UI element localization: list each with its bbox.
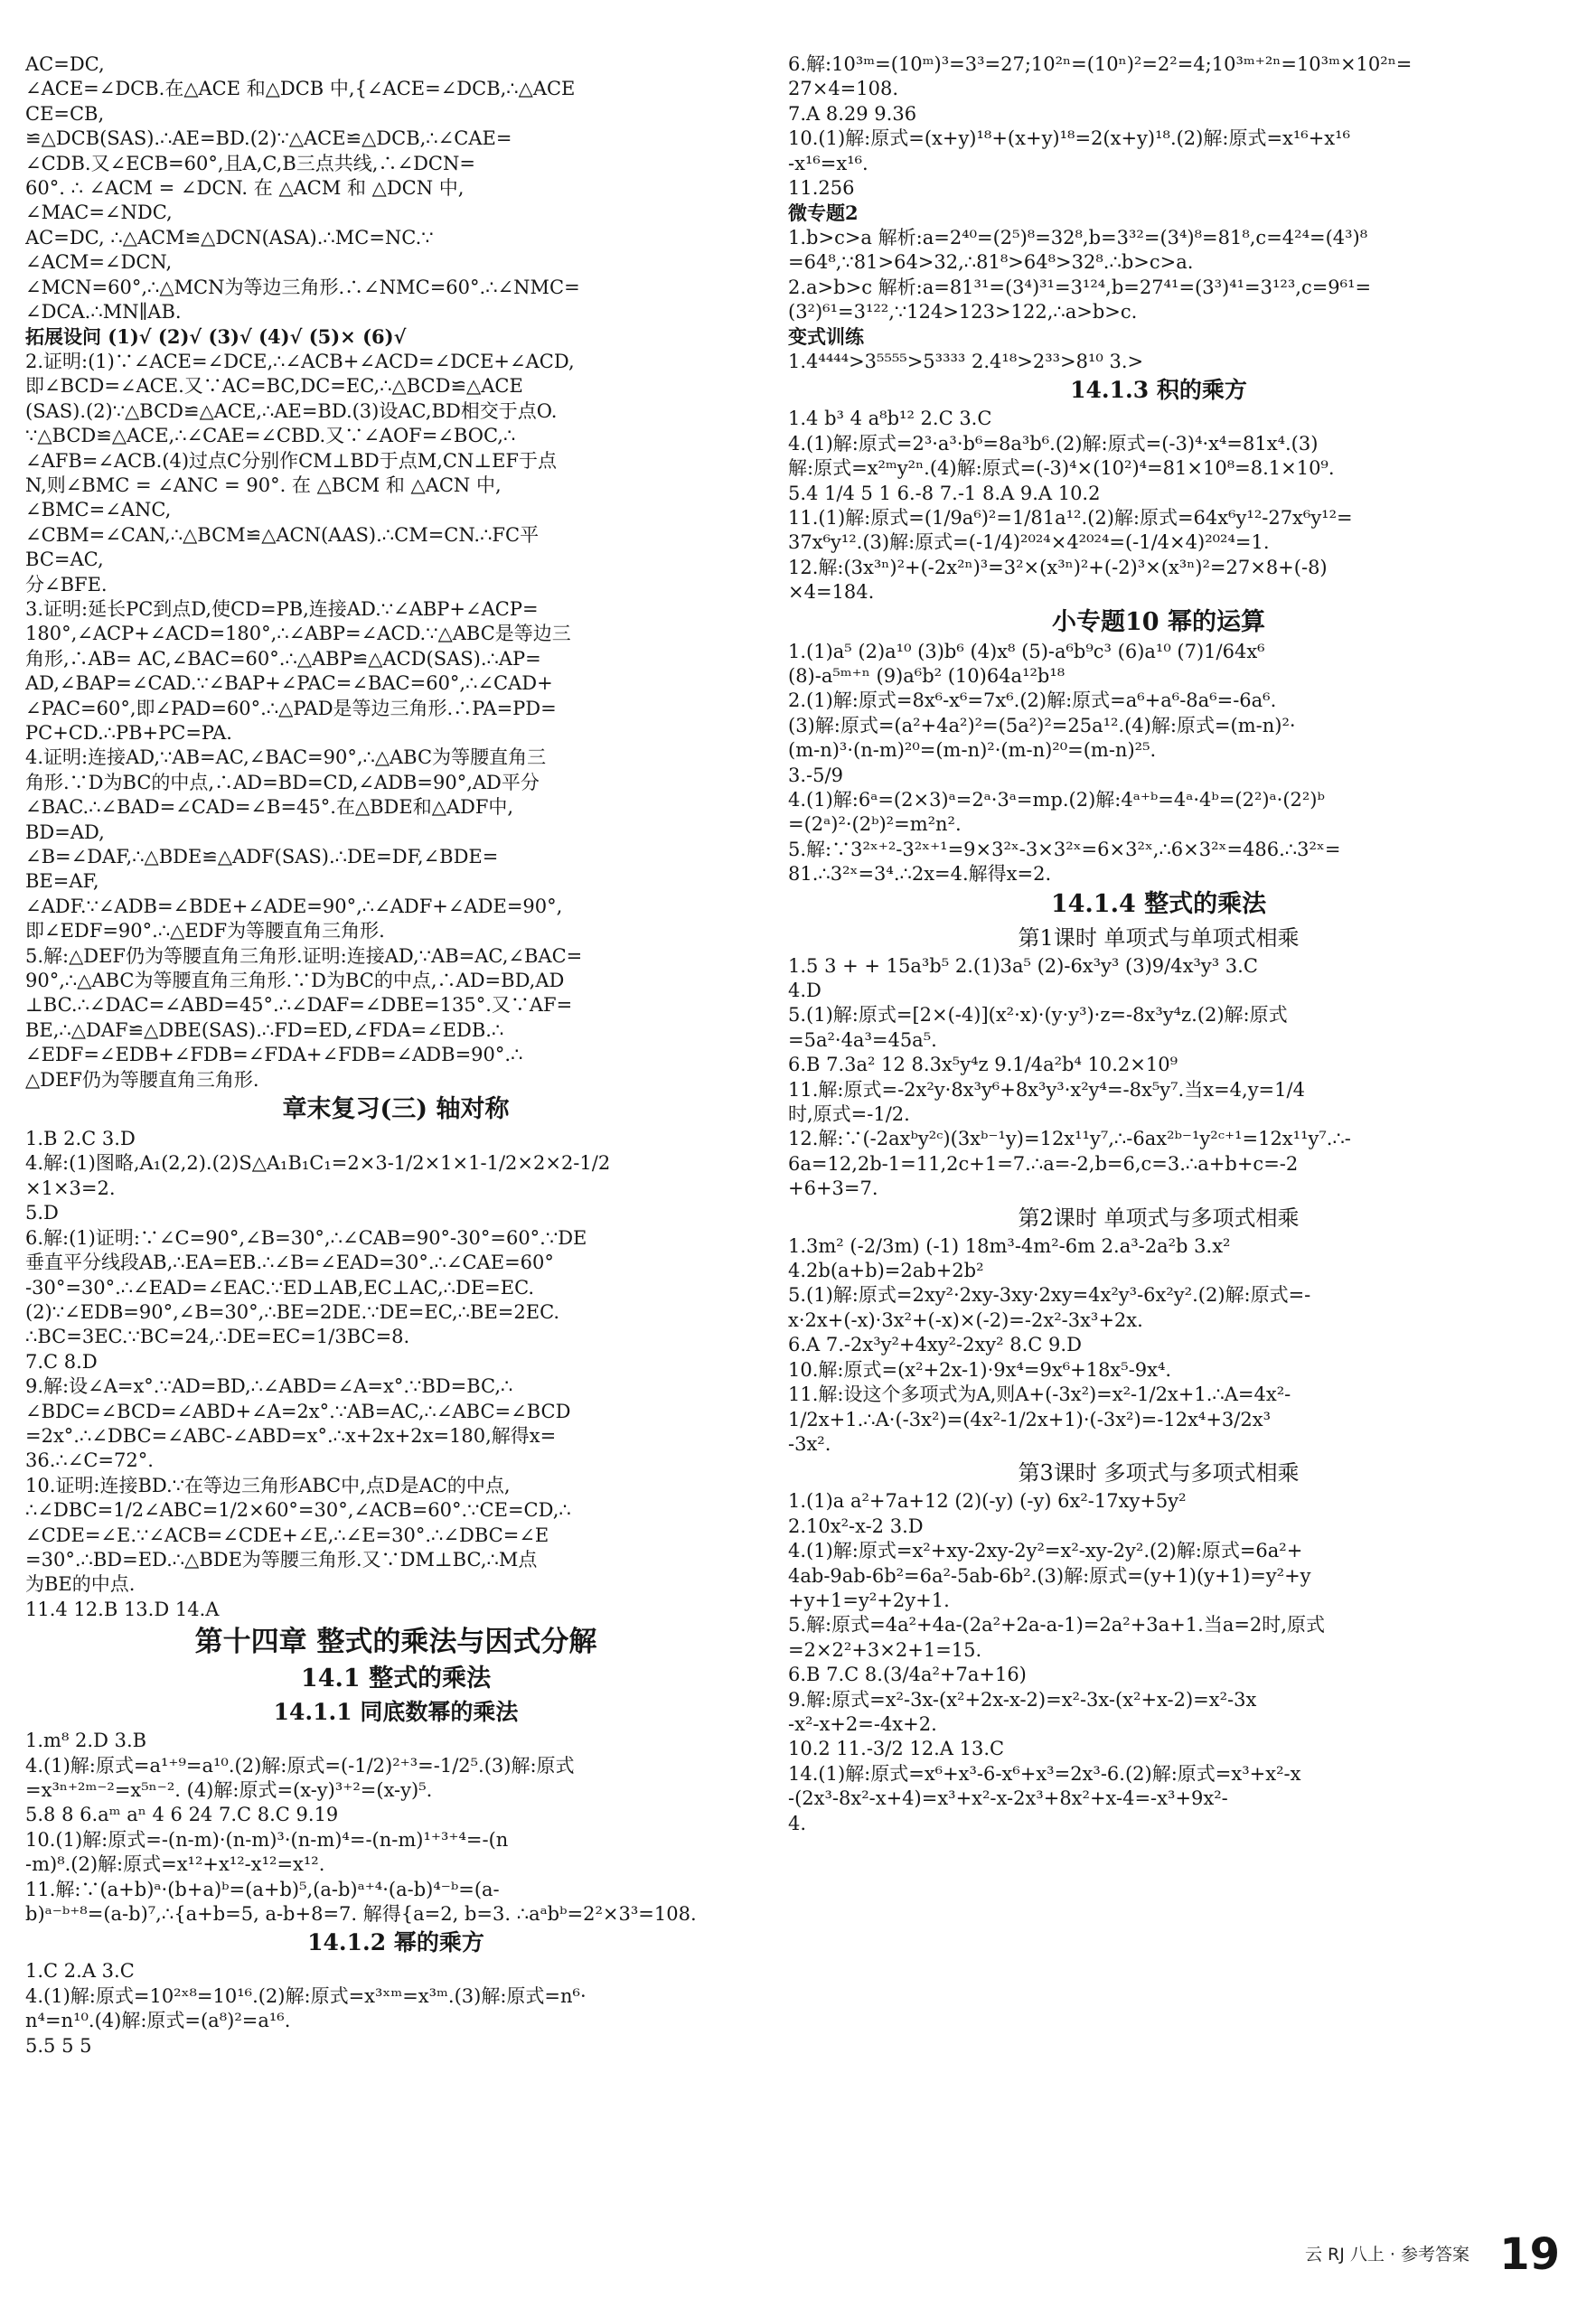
right-column [788, 52, 1529, 1836]
answer-line: 81.∴3²ˣ=3⁴.∴2x=4.解得x=2. [788, 863, 1052, 886]
answer-line: ×1×3=2. [25, 1177, 116, 1199]
page-number: 19 [1499, 2229, 1560, 2280]
answer-line: 6.B 7.C 8.(3/4a²+7a+16) [788, 1664, 1027, 1686]
answer-line: 1.B 2.C 3.D [25, 1128, 136, 1150]
answer-line: 7.A 8.29 9.36 [788, 102, 917, 125]
answer-line: 11.解:设这个多项式为A,则A+(-3x²)=x²-1/2x+1.∴A=4x²- [788, 1383, 1291, 1406]
answer-line: 6.A 7.-2x³y²+4xy²-2xy² 8.C 9.D [788, 1334, 1082, 1356]
footer-label: 云 RJ 八上 · 参考答案 [1304, 2245, 1469, 2265]
answer-line: 4.(1)解:原式=10²ˣ⁸=10¹⁶.(2)解:原式=x³ˣᵐ=x³ᵐ.(3)解:原式=n⁶· [25, 1984, 587, 2007]
answer-line: 为BE的中点. [25, 1573, 136, 1596]
answer-line: =30°.∴BD=ED.∴△BDE为等腰三角形.又∵DM⊥BC,∴M点 [25, 1548, 538, 1571]
answer-line: BE,∴△DAF≌△DBE(SAS).∴FD=ED,∠FDA=∠EDB.∴ [25, 1018, 504, 1041]
answer-line: 5.(1)解:原式=2xy²·2xy-3xy·2xy=4x²y³-6x²y².(2)解:原式=- [788, 1284, 1311, 1307]
answer-line: (m-n)³·(n-m)²⁰=(m-n)²·(m-n)²⁰=(m-n)²⁵. [788, 739, 1157, 762]
answer-line: 10.(1)解:原式=-(n-m)·(n-m)³·(n-m)⁴=-(n-m)¹⁺³⁺⁴=-(n [25, 1828, 509, 1851]
answer-line: 1.b>c>a 解析:a=2⁴⁰=(2⁵)⁸=32⁸,b=3³²=(3⁴)⁸=81⁸,c=4²⁴=(4³)⁸ [788, 226, 1368, 249]
answer-line: 180°,∠ACP+∠ACD=180°,∴∠ABP=∠ACD.∵△ABC是等边三 [25, 623, 571, 645]
answer-line: n⁴=n¹⁰.(4)解:原式=(a⁸)²=a¹⁶. [25, 2010, 291, 2032]
answer-line: 4.证明:连接AD,∵AB=AC,∠BAC=90°,∴△ABC为等腰直角三 [25, 746, 547, 769]
answer-line: 12.解:∵(-2axᵇy²ᶜ)(3xᵇ⁻¹y)=12x¹¹y⁷,∴-6ax²ᵇ⁻¹y²ᶜ⁺¹=12x¹¹y⁷.∴- [788, 1128, 1351, 1150]
answer-line: =(2ᵃ)²·(2ᵇ)²=m²n². [788, 813, 962, 836]
answer-line: (3)解:原式=(a²+4a²)²=(5a²)²=25a¹².(4)解:原式=(m-n)²· [788, 714, 1296, 736]
answer-line: 4.(1)解:6ᵃ=(2×3)ᵃ=2ᵃ·3ᵃ=mp.(2)解:4ᵃ⁺ᵇ=4ᵃ·4ᵇ=(2²)ᵃ·(2²)ᵇ [788, 788, 1325, 811]
answer-line: 27×4=108. [788, 78, 899, 100]
answer-line: 11.解:原式=-2x²y·8x³y⁶+8x³y³·x²y⁴=-8x⁵y⁷.当x=4,y=1/4 [788, 1078, 1305, 1101]
answer-line: =64⁸,∵81>64>32,∴81⁸>64⁸>32⁸.∴b>c>a. [788, 251, 1194, 274]
answer-line: 5.解:原式=4a²+4a-(2a²+2a-a-1)=2a²+3a+1.当a=2时,原式 [788, 1614, 1325, 1636]
answer-line: 分∠BFE. [25, 573, 108, 596]
answer-line: ∠AFB=∠ACB.(4)过点C分别作CM⊥BD于点M,CN⊥EF于点 [25, 449, 557, 472]
answer-line: 5.解:∵3²ˣ⁺²-3²ˣ⁺¹=9×3²ˣ-3×3²ˣ=6×3²ˣ,∴6×3²ˣ=486.∴3²ˣ= [788, 838, 1341, 860]
answer-line: 角形,∴AB= AC,∠BAC=60°.∴△ABP≌△ACD(SAS).∴AP= [25, 647, 541, 670]
answer-line: 10.2 11.-3/2 12.A 13.C [788, 1738, 1005, 1760]
answer-line: -x²-x+2=-4x+2. [788, 1712, 937, 1735]
answer-line: (SAS).(2)∵△BCD≌△ACE,∴AE=BD.(3)设AC,BD相交于点O. [25, 399, 558, 422]
answer-line: ⊥BC.∴∠DAC=∠ABD=45°.∴∠DAF=∠DBE=135°.又∵AF= [25, 994, 573, 1017]
answer-line: =x³ⁿ⁺²ᵐ⁻²=x⁵ⁿ⁻². (4)解:原式=(x-y)³⁺²=(x-y)⁵. [25, 1779, 433, 1801]
answer-line: ∴∠DBC=1/2∠ABC=1/2×60°=30°,∠ACB=60°.∵CE=CD,∴ [25, 1499, 571, 1522]
answer-line: 11.(1)解:原式=(1/9a⁶)²=1/81a¹².(2)解:原式=64x⁶y¹²-27x⁶y¹²= [788, 506, 1353, 529]
answer-line: 7.C 8.D [25, 1350, 98, 1373]
section-heading: 14.1 整式的乘法 [300, 1665, 492, 1693]
answer-line: ≌△DCB(SAS).∴AE=BD.(2)∵△ACE≌△DCB,∴∠CAE= [25, 127, 512, 150]
answer-line: 11.4 12.B 13.D 14.A [25, 1598, 220, 1620]
subsection-heading: 14.1.3 积的乘方 [1070, 377, 1247, 404]
answer-line: 9.解:原式=x²-3x-(x²+2x-x-2)=x²-3x-(x²+x-2)=x²-3x [788, 1688, 1257, 1711]
answer-line: △DEF仍为等腰直角三角形. [25, 1068, 259, 1091]
answer-line: 垂直平分线段AB,∴EA=EB.∴∠B=∠EAD=30°.∴∠CAE=60° [25, 1252, 554, 1274]
answer-line: (8)-a⁵ᵐ⁺ⁿ (9)a⁶b² (10)64a¹²b¹⁸ [788, 664, 1066, 687]
answer-line: 14.(1)解:原式=x⁶+x³-6-x⁶+x³=2x³-6.(2)解:原式=x³+x²-x [788, 1762, 1301, 1785]
answer-line: 10.(1)解:原式=(x+y)¹⁸+(x+y)¹⁸=2(x+y)¹⁸.(2)解:原式=x¹⁶+x¹⁶ [788, 127, 1350, 150]
subsection-heading: 14.1.1 同底数幂的乘法 [273, 1699, 519, 1726]
subsection-heading: 14.1.2 幂的乘方 [307, 1929, 484, 1956]
answer-line: ∠ACM=∠DCN, [25, 251, 173, 274]
answer-line: 2.(1)解:原式=8x⁶-x⁶=7x⁶.(2)解:原式=a⁶+a⁶-8a⁶=-6a⁶. [788, 689, 1277, 712]
answer-line: 60°. ∴ ∠ACM = ∠DCN. 在 △ACM 和 △DCN 中, [25, 177, 465, 200]
answer-line: 4.(1)解:原式=x²+xy-2xy-2y²=x²-xy-2y².(2)解:原式=6a²+ [788, 1540, 1303, 1562]
answer-line: 6a=12,2b-1=11,2c+1=7.∴a=-2,b=6,c=3.∴a+b+c=-2 [788, 1152, 1299, 1175]
sub-heading: 拓展设问 (1)√ (2)√ (3)√ (4)√ (5)× (6)√ [25, 325, 407, 349]
answer-line: (2)∵∠EDB=90°,∠B=30°,∴BE=2DE.∵DE=EC,∴BE=2EC. [25, 1300, 560, 1323]
answer-line: 10.解:原式=(x²+2x-1)·9x⁴=9x⁶+18x⁵-9x⁴. [788, 1358, 1172, 1381]
answer-line: 10.证明:连接BD.∵在等边三角形ABC中,点D是AC的中点, [25, 1474, 511, 1496]
answer-line: 11.256 [788, 177, 855, 200]
answer-line: b)ᵃ⁻ᵇ⁺⁸=(a-b)⁷,∴{a+b=5, a-b+8=7. 解得{a=2, b=3. ∴aᵃbᵇ=2²×3³=108. [25, 1903, 697, 1926]
answer-line: ∠ACE=∠DCB.在△ACE 和△DCB 中,{∠ACE=∠DCB,∴△ACE [25, 78, 576, 100]
answer-line: 4.(1)解:原式=2³·a³·b⁶=8a³b⁶.(2)解:原式=(-3)⁴·x⁴=81x⁴.(3) [788, 432, 1319, 455]
answer-line: 3.证明:延长PC到点D,使CD=PB,连接AD.∵∠ABP+∠ACP= [25, 597, 539, 620]
answer-line: 1.(1)a⁵ (2)a¹⁰ (3)b⁶ (4)x⁸ (5)-a⁶b⁹c³ (6)a¹⁰ (7)1/64x⁶ [788, 640, 1265, 662]
answer-line: 36.∴∠C=72°. [25, 1449, 154, 1472]
section-heading: 14.1.4 整式的乘法 [1050, 889, 1267, 918]
answer-line: ∴BC=3EC.∵BC=24,∴DE=EC=1/3BC=8. [25, 1326, 410, 1348]
answer-line: 4. [788, 1812, 807, 1834]
answer-line: AC=DC, [25, 53, 105, 75]
answer-line: 5.5 5 5 [25, 2034, 92, 2057]
answer-line: 4.(1)解:原式=a¹⁺⁹=a¹⁰.(2)解:原式=(-1/2)²⁺³=-1/2⁵.(3)解:原式 [25, 1754, 575, 1777]
answer-line: ∠DCA.∴MN∥AB. [25, 301, 182, 324]
answer-line: -x¹⁶=x¹⁶. [788, 152, 868, 174]
answer-line: 12.解:(3x³ⁿ)²+(-2x²ⁿ)³=3²×(x³ⁿ)²+(-2)³×(x³ⁿ)²=27×8+(-8) [788, 556, 1328, 578]
answer-line: CE=CB, [25, 102, 105, 125]
answer-line: 6.B 7.3a² 12 8.3x⁵y⁴z 9.1/4a²b⁴ 10.2×10⁹ [788, 1054, 1178, 1076]
answer-line: 90°,∴△ABC为等腰直角三角形.∵D为BC的中点,∴AD=BD,AD [25, 970, 565, 992]
answer-line: (3²)⁶¹=3¹²²,∵124>123>122,∴a>b>c. [788, 301, 1138, 324]
answer-line: ∠CDE=∠E.∵∠ACB=∠CDE+∠E,∴∠E=30°.∴∠DBC=∠E [25, 1524, 549, 1546]
answer-line: 5.4 1/4 5 1 6.-8 7.-1 8.A 9.A 10.2 [788, 482, 1101, 504]
answer-line: ∠BMC=∠ANC, [25, 499, 172, 521]
answer-line: ∠BDC=∠BCD=∠ABD+∠A=2x°.∵AB=AC,∴∠ABC=∠BCD [25, 1400, 571, 1422]
answer-line: 1.3m² (-2/3m) (-1) 18m³-4m²-6m 2.a³-2a²b 3.x² [788, 1234, 1231, 1257]
answer-line: 4.2b(a+b)=2ab+2b² [788, 1260, 984, 1282]
answer-line: PC+CD.∴PB+PC=PA. [25, 721, 232, 744]
answer-line: AD,∠BAP=∠CAD.∵∠BAP+∠PAC=∠BAC=60°,∴∠CAD+ [25, 672, 553, 695]
answer-line: BC=AC, [25, 549, 104, 571]
answer-line: =2×2²+3×2+1=15. [788, 1638, 982, 1661]
chapter-heading: 第十四章 整式的乘法与因式分解 [194, 1626, 597, 1659]
answer-line: 11.解:∵(a+b)ᵃ·(b+a)ᵇ=(a+b)⁵,(a-b)ᵃ⁺⁴·(a-b)⁴⁻ᵇ=(a- [25, 1878, 500, 1900]
answer-line: N,则∠BMC = ∠ANC = 90°. 在 △BCM 和 △ACN 中, [25, 474, 502, 496]
answer-line: 4.解:(1)图略,A₁(2,2).(2)S△A₁B₁C₁=2×3-1/2×1×1-1/2×2×2-1/2 [25, 1152, 611, 1175]
left-column [25, 52, 766, 2058]
answer-line: ∠BAC.∴∠BAD=∠CAD=∠B=45°.在△BDE和△ADF中, [25, 796, 514, 819]
sub-heading: 变式训练 [788, 325, 864, 349]
answer-line: 即∠EDF=90°.∴△EDF为等腰直角三角形. [25, 920, 385, 942]
answer-line: 6.解:(1)证明:∵∠C=90°,∠B=30°,∴∠CAB=90°-30°=60°.∵DE [25, 1226, 587, 1249]
section-heading: 小专题10 幂的运算 [1052, 607, 1265, 636]
section-heading: 章末复习(三) 轴对称 [282, 1095, 510, 1124]
answer-line: ∠CDB.又∠ECB=60°,且A,C,B三点共线,∴∠DCN= [25, 152, 475, 174]
answer-line: =2x°.∴∠DBC=∠ABC-∠ABD=x°.∴x+2x+2x=180,解得x= [25, 1424, 557, 1447]
answer-line: 5.(1)解:原式=[2×(-4)](x²·x)·(y·y³)·z=-8x³y⁴z.(2)解:原式 [788, 1004, 1288, 1027]
answer-line: BD=AD, [25, 821, 105, 843]
answer-line: BE=AF, [25, 870, 99, 893]
answer-line: 解:原式=x²ᵐy²ⁿ.(4)解:原式=(-3)⁴×(10²)⁴=81×10⁸=8.1×10⁹. [788, 457, 1335, 480]
answer-line: ∵△BCD≌△ACE,∴∠CAE=∠CBD.又∵∠AOF=∠BOC,∴ [25, 425, 516, 447]
answer-line: -30°=30°.∴∠EAD=∠EAC.∵ED⊥AB,EC⊥AC,∴DE=EC. [25, 1276, 535, 1299]
answer-line: ∠ADF.∵∠ADB=∠BDE+∠ADE=90°,∴∠ADF+∠ADE=90°, [25, 895, 563, 917]
lesson-heading: 第2课时 单项式与多项式相乘 [1018, 1205, 1300, 1231]
answer-line: 5.解:△DEF仍为等腰直角三角形.证明:连接AD,∵AB=AC,∠BAC= [25, 944, 583, 967]
answer-line: 37x⁶y¹².(3)解:原式=(-1/4)²⁰²⁴×4²⁰²⁴=(-1/4×4)²⁰²⁴=1. [788, 531, 1270, 554]
answer-line: 9.解:设∠A=x°.∵AD=BD,∴∠ABD=∠A=x°.∵BD=BC,∴ [25, 1375, 513, 1398]
answer-line: +y+1=y²+2y+1. [788, 1589, 950, 1611]
answer-line: 1.4 b³ 4 a⁸b¹² 2.C 3.C [788, 408, 992, 430]
answer-line: 5.D [25, 1202, 59, 1224]
answer-line: ∠B=∠DAF,∴△BDE≌△ADF(SAS).∴DE=DF,∠BDE= [25, 846, 499, 867]
answer-line: 2.证明:(1)∵∠ACE=∠DCE,∴∠ACB+∠ACD=∠DCE+∠ACD, [25, 350, 575, 372]
answer-line: 1.4⁴⁴⁴⁴>3⁵⁵⁵⁵>5³³³³ 2.4¹⁸>2³³>8¹⁰ 3.> [788, 350, 1144, 372]
lesson-heading: 第1课时 单项式与单项式相乘 [1018, 924, 1300, 951]
answer-line: ∠EDF=∠EDB+∠FDB=∠FDA+∠FDB=∠ADB=90°.∴ [25, 1044, 523, 1066]
answer-line: 1.5 3 + + 15a³b⁵ 2.(1)3a⁵ (2)-6x³y³ (3)9/4x³y³ 3.C [788, 954, 1258, 977]
answer-line: ×4=184. [788, 581, 875, 604]
lesson-heading: 第3课时 多项式与多项式相乘 [1018, 1460, 1300, 1486]
answer-line: 1.(1)a a²+7a+12 (2)(-y) (-y) 6x²-17xy+5y² [788, 1490, 1187, 1513]
answer-line: ∠PAC=60°,即∠PAD=60°.∴△PAD是等边三角形.∴PA=PD= [25, 697, 557, 719]
answer-line: =5a²·4a³=45a⁵. [788, 1028, 937, 1051]
answer-line: 时,原式=-1/2. [788, 1103, 910, 1126]
answer-line: ∠MAC=∠NDC, [25, 202, 173, 224]
answer-line: +6+3=7. [788, 1177, 878, 1200]
answer-line: ∠MCN=60°,∴△MCN为等边三角形.∴∠NMC=60°.∴∠NMC= [25, 276, 580, 298]
answer-line: 1.m⁸ 2.D 3.B [25, 1730, 147, 1752]
answer-line: 2.a>b>c 解析:a=81³¹=(3⁴)³¹=3¹²⁴,b=27⁴¹=(3³)⁴¹=3¹²³,c=9⁶¹= [788, 276, 1372, 298]
answer-line: 2.10x²-x-2 3.D [788, 1515, 924, 1537]
answer-line: AC=DC, ∴△ACM≌△DCN(ASA).∴MC=NC.∵ [25, 226, 434, 249]
answer-line: 4ab-9ab-6b²=6a²-5ab-6b².(3)解:原式=(y+1)(y+1)=y²+y [788, 1564, 1311, 1587]
answer-line: 角形.∵D为BC的中点,∴AD=BD=CD,∠ADB=90°,AD平分 [25, 771, 540, 793]
answer-line: 5.8 8 6.aᵐ aⁿ 4 6 24 7.C 8.C 9.19 [25, 1804, 339, 1826]
answer-line: 即∠BCD=∠ACE.又∵AC=BC,DC=EC,∴△BCD≌△ACE [25, 375, 523, 398]
answer-line: -(2x³-8x²-x+4)=x³+x²-x-2x³+8x²+x-4=-x³+9x²- [788, 1787, 1228, 1810]
answer-line: x·2x+(-x)·3x²+(-x)×(-2)=-2x²-3x³+2x. [788, 1308, 1143, 1331]
sub-heading: 微专题2 [788, 202, 859, 225]
answer-line: 6.解:10³ᵐ=(10ᵐ)³=3³=27;10²ⁿ=(10ⁿ)²=2²=4;10³ᵐ⁺²ⁿ=10³ᵐ×10²ⁿ= [788, 53, 1413, 75]
answer-line: 1/2x+1.∴A·(-3x²)=(4x²-1/2x+1)·(-3x²)=-12x⁴+3/2x³ [788, 1408, 1271, 1430]
answer-line: 1.C 2.A 3.C [25, 1960, 135, 1983]
answer-line: ∠CBM=∠CAN,∴△BCM≌△ACN(AAS).∴CM=CN.∴FC平 [25, 523, 540, 546]
answer-line: -3x². [788, 1432, 831, 1455]
answer-line: -m)⁸.(2)解:原式=x¹²+x¹²-x¹²=x¹². [25, 1853, 325, 1876]
answer-line: 4.D [788, 980, 821, 1001]
answer-line: 3.-5/9 [788, 764, 843, 786]
